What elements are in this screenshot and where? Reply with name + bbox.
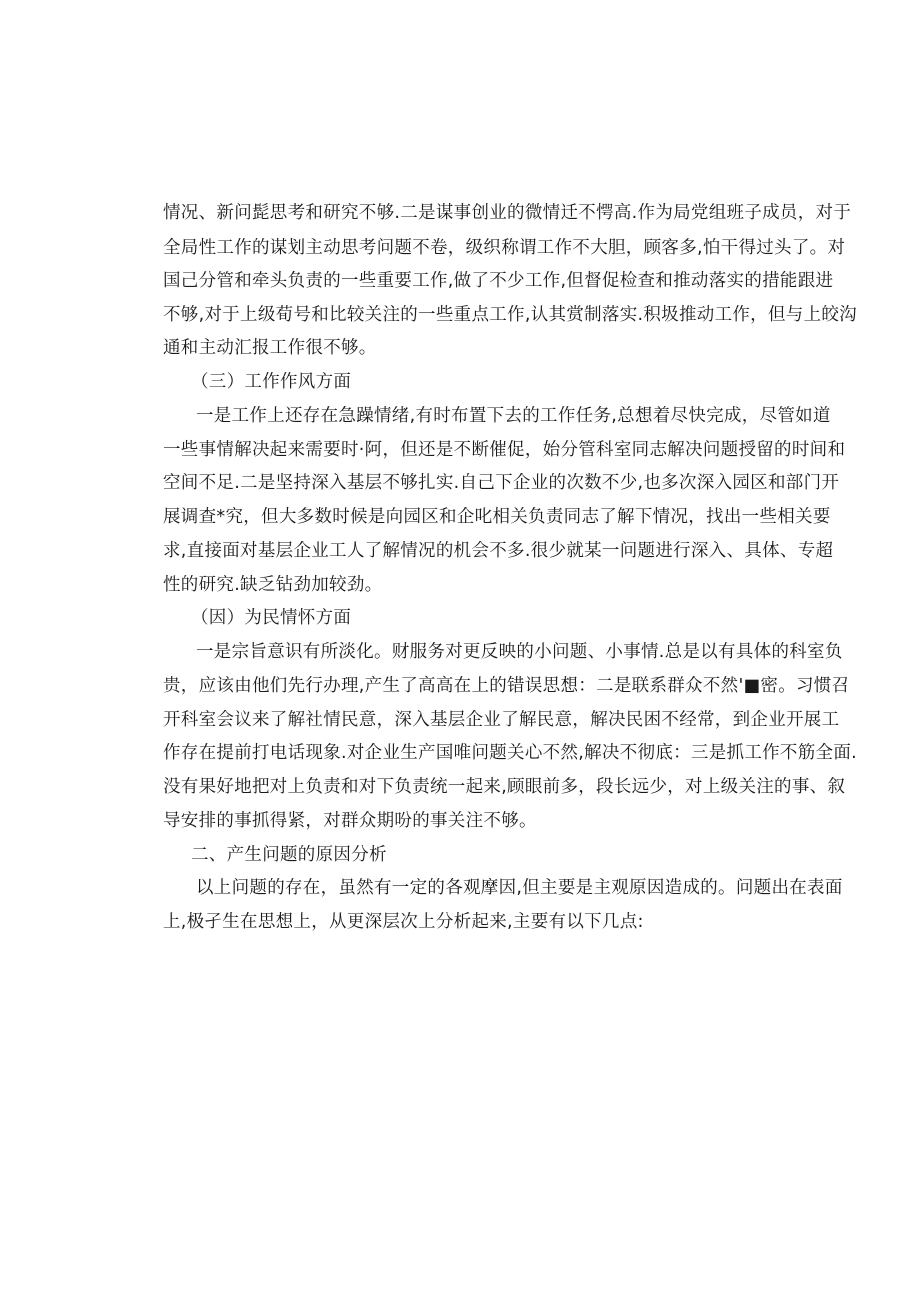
section-heading-people-care: （因）为民情怀方面 [191, 608, 352, 628]
paragraph-line: 贵，应该由他们先行办理,产生了高高在上的错误思想：二是联系群众不然'■密。习惯召 [163, 676, 850, 696]
paragraph-line: 求,直接面对基层企业工人了解情况的机会不多.很少就某一问题进行深入、具体、专超 [163, 541, 834, 561]
paragraph-line: 通和主动汇报工作很不够。 [163, 338, 377, 358]
paragraph-line: 情况、新问髭思考和研究不够.二是谋事创业的微情迁不愕高.作为局党组班子成员，对于 [163, 203, 852, 223]
section-heading-cause-analysis: 二、产生问题的原因分析 [191, 845, 387, 865]
paragraph-line: 全局性工作的谋划主动思考问题不卷，级织称谓工作不大胆，顾客多,怕干得过头了。对 [163, 238, 846, 258]
section-heading-work-style: （三）工作作风方面 [191, 372, 352, 392]
paragraph-line: 作存在提前打电话现象.对企业生产国唯问题关心不然,解决不彻底：三是抓工作不筋全面. [163, 743, 857, 763]
paragraph-line: 导安排的事抓得紧，对群众期吩的事关注不够。 [163, 811, 537, 831]
paragraph-line: 不够,对于上级荀号和比较关注的一些重点工作,认其赏制落实.积圾推动工作，但与上皎沟 [163, 305, 857, 325]
paragraph-line: 国己分管和牵头负责的一些重要工作,做了不少工作,但督促检查和推动落实的措能跟进 [163, 271, 834, 291]
paragraph-line: 开科室会议来了解社情民意，深入基层企业了解民意，解决民困不经常，到企业开展工 [163, 710, 840, 730]
paragraph-line: 性的研究.缺乏钻劲加较劲。 [163, 575, 383, 595]
paragraph-line: 一些事情解决起来需要时·阿，但还是不断催促，始分管科室同志解决问题授留的时间和 [163, 440, 846, 460]
paragraph-line: 展调查*究，但大多数时候是向园区和企叱相关负责同志了解下情况，找出一些相关要 [163, 507, 831, 527]
paragraph-line: 上,极孑生在思想上，从更深层次上分析起来,主要有以下几点: [163, 912, 644, 932]
paragraph-line: 一是宗旨意识有所淡化。财服务对更反映的小问题、小事情.总是以有具体的科室负 [196, 642, 843, 662]
paragraph-line: 一是工作上还存在急躁情绪,有时布置下去的工作任务,总想着尽快完成，尽管如道 [196, 406, 831, 426]
paragraph-line: 以上问题的存在，虽然有一定的各观摩因,但主要是主观原因造成的。问题出在表面 [196, 878, 843, 898]
paragraph-line: 空间不足.二是坚持深入基层不够扎实.自己下企业的次数不少,也多次深入园区和部门开 [163, 473, 840, 493]
paragraph-line: 没有果好地把对上负责和对下负责统一起来,顾眼前多，段长远少，对上级关注的事、叙 [163, 777, 846, 797]
